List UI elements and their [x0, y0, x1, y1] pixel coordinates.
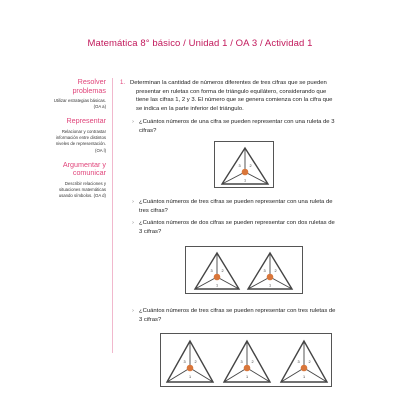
- skill-description: Describir relaciones y situaciones matemáticas usando símbolos. (OA d): [58, 180, 106, 199]
- skill-argumentar-comunicar: [0, 161, 112, 200]
- roulette-frame-single: [214, 141, 274, 188]
- skill-description: Relacionar y contrastar información entre distintos niveles de representación. (OA l): [55, 128, 106, 153]
- page-title: Matemática 8° básico / Unidad 1 / OA 3 / Actividad 1: [87, 38, 313, 49]
- svg-text:1: 1: [215, 283, 219, 288]
- skill-representar: [0, 117, 112, 153]
- svg-text:3: 3: [240, 360, 243, 364]
- question-number: 1.: [120, 80, 126, 86]
- roulette-frame-triple: [160, 333, 332, 387]
- svg-text:3: 3: [210, 269, 213, 273]
- skill-title: Argumentar y comunicar: [62, 159, 106, 178]
- roulette-pair-icon: [186, 247, 304, 295]
- bullet-icon: ›: [132, 199, 134, 205]
- bullet-icon: ›: [132, 119, 134, 125]
- bullet-icon: ›: [132, 308, 134, 314]
- roulette-frame-double: [185, 246, 303, 294]
- skill-resolver-problemas: [0, 78, 112, 110]
- svg-text:3: 3: [297, 360, 300, 364]
- svg-text:2: 2: [308, 360, 311, 364]
- svg-text:2: 2: [194, 360, 197, 364]
- roulette-triangle-icon: [215, 142, 275, 189]
- skill-title: Resolver problemas: [72, 77, 106, 95]
- svg-text:1: 1: [245, 375, 249, 379]
- svg-text:1: 1: [188, 375, 192, 379]
- svg-text:2: 2: [274, 269, 277, 273]
- bullet-icon: ›: [132, 220, 134, 226]
- svg-text:2: 2: [251, 360, 254, 364]
- skill-title: Representar: [66, 116, 106, 126]
- digit-left: 3: [238, 164, 241, 168]
- svg-text:3: 3: [263, 269, 266, 273]
- svg-text:3: 3: [183, 360, 186, 364]
- svg-text:2: 2: [221, 269, 224, 273]
- digit-right: 2: [249, 164, 252, 168]
- question-statement: Determinan la cantidad de números diferentes de tres cifras que se pueden presentar en ruletas con forma de triángulo equilátero, considerando que tiene las cifras 1, 2 y 3. El número que se genera comienza con la cifra que se indica en la parte inferior del triángulo.: [130, 80, 333, 112]
- roulette-triple-icon: [161, 334, 333, 388]
- digit-bottom: 1: [243, 178, 247, 183]
- svg-text:1: 1: [268, 283, 272, 288]
- svg-text:1: 1: [302, 375, 306, 379]
- sidebar-divider: [112, 78, 113, 353]
- skills-sidebar: [0, 78, 112, 206]
- skill-description: Utilizar estrategias básicas. (OA a): [53, 98, 106, 110]
